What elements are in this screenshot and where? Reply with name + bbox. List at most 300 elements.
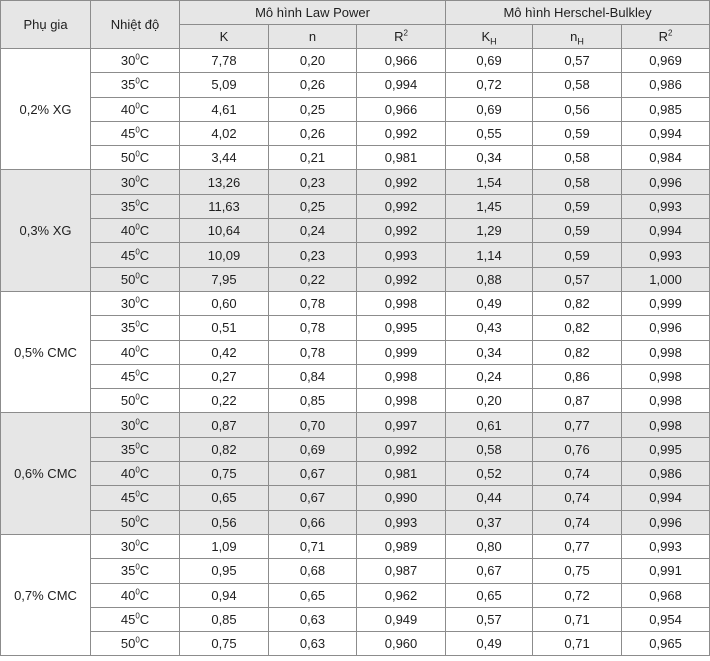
temperature-unit: C: [139, 223, 150, 239]
temperature-unit: C: [139, 271, 150, 287]
value-cell-kh: 0,49: [446, 632, 533, 656]
header-param-k: [180, 25, 269, 49]
value-cell-nh: 0,58: [533, 170, 622, 194]
value-cell-r2: 0,995: [357, 316, 446, 340]
value-cell-r2: 0,962: [357, 583, 446, 607]
temperature-value: 45: [120, 490, 136, 506]
temperature-cell: [91, 389, 180, 413]
value-cell-r2-hb: 0,996: [622, 316, 710, 340]
value-cell-kh: 0,34: [446, 340, 533, 364]
value-cell-kh: 1,14: [446, 243, 533, 267]
temperature-cell: [91, 607, 180, 631]
value-cell-r2-hb: 0,998: [622, 389, 710, 413]
value-cell-n: 0,66: [269, 510, 357, 534]
value-cell-kh: 0,44: [446, 486, 533, 510]
value-cell-kh: 0,65: [446, 583, 533, 607]
value-cell-nh: 0,74: [533, 510, 622, 534]
temperature-value: 35: [120, 563, 136, 579]
table-row: [1, 632, 710, 656]
param-subscript: H: [490, 36, 497, 47]
value-cell-n: 0,67: [269, 486, 357, 510]
value-cell-k: 0,82: [180, 437, 269, 461]
value-cell-n: 0,25: [269, 194, 357, 218]
temperature-value: 30: [120, 296, 136, 312]
value-cell-k: 1,09: [180, 534, 269, 558]
temperature-unit: C: [139, 611, 150, 627]
degree-mark: 0: [135, 247, 140, 257]
value-cell-n: 0,67: [269, 462, 357, 486]
temperature-cell: [91, 632, 180, 656]
value-cell-n: 0,70: [269, 413, 357, 437]
temperature-cell: [91, 219, 180, 243]
value-cell-n: 0,71: [269, 534, 357, 558]
degree-mark: 0: [135, 611, 140, 621]
value-cell-r2-hb: 0,998: [622, 413, 710, 437]
temperature-unit: C: [139, 320, 150, 336]
value-cell-r2-hb: 0,999: [622, 291, 710, 315]
value-cell-r2: 0,992: [357, 437, 446, 461]
temperature-cell: [91, 291, 180, 315]
value-cell-nh: 0,82: [533, 340, 622, 364]
temperature-cell: [91, 316, 180, 340]
temperature-cell: [91, 146, 180, 170]
temperature-value: 45: [120, 611, 136, 627]
value-cell-n: 0,22: [269, 267, 357, 291]
header-param-nh: [533, 25, 622, 49]
value-cell-n: 0,84: [269, 364, 357, 388]
table-row: [1, 364, 710, 388]
value-cell-r2: 0,997: [357, 413, 446, 437]
value-cell-nh: 0,59: [533, 219, 622, 243]
temperature-cell: [91, 437, 180, 461]
table-row: [1, 437, 710, 461]
value-cell-r2: 0,992: [357, 267, 446, 291]
temperature-value: 30: [120, 539, 136, 555]
degree-mark: 0: [135, 77, 140, 87]
value-cell-n: 0,68: [269, 559, 357, 583]
degree-mark: 0: [135, 563, 140, 573]
temperature-value: 40: [120, 101, 136, 117]
value-cell-kh: 0,57: [446, 607, 533, 631]
value-cell-nh: 0,82: [533, 291, 622, 315]
header-additive: Phụ gia: [1, 1, 91, 49]
temperature-value: 45: [120, 369, 136, 384]
value-cell-r2: 0,981: [357, 462, 446, 486]
value-cell-n: 0,63: [269, 607, 357, 631]
value-cell-kh: 1,29: [446, 219, 533, 243]
degree-mark: 0: [135, 368, 140, 378]
temperature-unit: C: [139, 490, 150, 506]
value-cell-kh: 0,72: [446, 73, 533, 97]
temperature-value: 35: [120, 198, 136, 214]
value-cell-r2: 0,993: [357, 510, 446, 534]
temperature-value: 50: [120, 150, 136, 166]
temperature-cell: [91, 559, 180, 583]
value-cell-nh: 0,57: [533, 267, 622, 291]
param-subscript: H: [577, 36, 584, 47]
value-cell-n: 0,63: [269, 632, 357, 656]
header-param-r2: [357, 25, 446, 49]
value-cell-nh: 0,82: [533, 316, 622, 340]
value-cell-r2-hb: 0,998: [622, 340, 710, 364]
value-cell-r2: 0,990: [357, 486, 446, 510]
value-cell-r2: 0,998: [357, 291, 446, 315]
value-cell-r2-hb: 0,993: [622, 243, 710, 267]
temperature-unit: C: [139, 174, 150, 190]
param-symbol: n: [570, 29, 578, 44]
additive-label: 0,6% CMC: [1, 413, 91, 534]
table-body: [1, 49, 710, 656]
table-row: [1, 510, 710, 534]
value-cell-nh: 0,59: [533, 243, 622, 267]
value-cell-kh: 0,69: [446, 49, 533, 73]
value-cell-kh: 0,88: [446, 267, 533, 291]
temperature-cell: [91, 534, 180, 558]
value-cell-r2-hb: 0,993: [622, 534, 710, 558]
value-cell-k: 10,64: [180, 219, 269, 243]
value-cell-kh: 0,80: [446, 534, 533, 558]
degree-mark: 0: [135, 344, 140, 354]
value-cell-r2: 0,981: [357, 146, 446, 170]
value-cell-n: 0,24: [269, 219, 357, 243]
degree-mark: 0: [135, 417, 140, 427]
degree-mark: 0: [135, 150, 140, 159]
table-row: [1, 583, 710, 607]
temperature-value: 35: [120, 77, 136, 93]
param-superscript: 2: [668, 28, 673, 38]
value-cell-r2: 0,966: [357, 49, 446, 73]
value-cell-k: 11,63: [180, 194, 269, 218]
value-cell-r2-hb: 0,995: [622, 437, 710, 461]
temperature-cell: [91, 486, 180, 510]
value-cell-nh: 0,74: [533, 486, 622, 510]
table-row: [1, 121, 710, 145]
value-cell-r2-hb: 0,991: [622, 559, 710, 583]
value-cell-nh: 0,75: [533, 559, 622, 583]
table-row: [1, 316, 710, 340]
param-symbol: R: [394, 29, 404, 44]
header-param-r2-hb: [622, 25, 710, 49]
temperature-value: 50: [120, 636, 136, 652]
value-cell-nh: 0,71: [533, 632, 622, 656]
degree-mark: 0: [135, 52, 140, 62]
value-cell-r2-hb: 0,996: [622, 510, 710, 534]
param-superscript: 2: [403, 28, 408, 38]
temperature-cell: [91, 243, 180, 267]
temperature-unit: C: [139, 53, 150, 69]
temperature-unit: C: [139, 514, 150, 530]
degree-mark: 0: [135, 587, 140, 597]
temperature-cell: [91, 413, 180, 437]
value-cell-k: 0,56: [180, 510, 269, 534]
value-cell-r2-hb: 0,986: [622, 462, 710, 486]
value-cell-k: 10,09: [180, 243, 269, 267]
value-cell-r2: 0,987: [357, 559, 446, 583]
value-cell-kh: 0,55: [446, 121, 533, 145]
value-cell-r2: 0,993: [357, 243, 446, 267]
table-row: [1, 607, 710, 631]
value-cell-r2: 0,994: [357, 73, 446, 97]
value-cell-k: 5,09: [180, 73, 269, 97]
value-cell-nh: 0,74: [533, 462, 622, 486]
temperature-unit: C: [139, 344, 150, 360]
degree-mark: 0: [135, 490, 140, 500]
temperature-unit: C: [139, 247, 150, 263]
temperature-unit: C: [139, 587, 150, 603]
table-row: [1, 389, 710, 413]
header-law-power-model: Mô hình Law Power: [180, 1, 446, 25]
temperature-value: 40: [120, 344, 136, 360]
value-cell-k: 0,85: [180, 607, 269, 631]
degree-mark: 0: [135, 465, 140, 475]
value-cell-n: 0,78: [269, 340, 357, 364]
table-row: [1, 170, 710, 194]
value-cell-k: 0,27: [180, 364, 269, 388]
additive-label: 0,3% XG: [1, 170, 91, 291]
value-cell-r2-hb: 0,986: [622, 73, 710, 97]
temperature-cell: [91, 583, 180, 607]
degree-mark: 0: [135, 271, 140, 281]
value-cell-k: 0,95: [180, 559, 269, 583]
value-cell-r2: 0,989: [357, 534, 446, 558]
value-cell-nh: 0,76: [533, 437, 622, 461]
temperature-unit: C: [139, 77, 150, 93]
table-row: [1, 486, 710, 510]
value-cell-k: 0,87: [180, 413, 269, 437]
value-cell-k: 0,94: [180, 583, 269, 607]
value-cell-r2-hb: 1,000: [622, 267, 710, 291]
value-cell-r2-hb: 0,969: [622, 49, 710, 73]
temperature-unit: C: [139, 101, 150, 117]
degree-mark: 0: [135, 125, 140, 135]
value-cell-nh: 0,77: [533, 534, 622, 558]
value-cell-k: 0,42: [180, 340, 269, 364]
degree-mark: 0: [135, 538, 140, 548]
value-cell-n: 0,26: [269, 121, 357, 145]
value-cell-k: 3,44: [180, 146, 269, 170]
degree-mark: 0: [135, 174, 140, 184]
value-cell-kh: 0,49: [446, 291, 533, 315]
table-row: [1, 291, 710, 315]
value-cell-r2-hb: 0,993: [622, 194, 710, 218]
value-cell-r2-hb: 0,994: [622, 219, 710, 243]
degree-mark: 0: [135, 295, 140, 305]
value-cell-r2-hb: 0,965: [622, 632, 710, 656]
temperature-unit: C: [139, 198, 150, 214]
value-cell-r2: 0,960: [357, 632, 446, 656]
temperature-value: 30: [120, 174, 136, 190]
degree-mark: 0: [135, 514, 140, 524]
value-cell-k: 0,75: [180, 462, 269, 486]
temperature-unit: C: [139, 369, 150, 384]
degree-mark: 0: [135, 441, 140, 451]
degree-mark: 0: [135, 198, 140, 208]
value-cell-nh: 0,86: [533, 364, 622, 388]
value-cell-n: 0,78: [269, 291, 357, 315]
temperature-unit: C: [139, 296, 150, 312]
table-row: [1, 243, 710, 267]
value-cell-k: 0,75: [180, 632, 269, 656]
temperature-value: 45: [120, 247, 136, 263]
value-cell-nh: 0,56: [533, 97, 622, 121]
degree-mark: 0: [135, 222, 140, 232]
temperature-value: 35: [120, 320, 136, 336]
value-cell-kh: 1,45: [446, 194, 533, 218]
value-cell-r2: 0,998: [357, 389, 446, 413]
value-cell-r2: 0,992: [357, 194, 446, 218]
param-symbol: K: [219, 29, 229, 44]
header-temperature: Nhiệt độ: [91, 1, 180, 49]
value-cell-nh: 0,59: [533, 194, 622, 218]
temperature-cell: [91, 462, 180, 486]
value-cell-n: 0,25: [269, 97, 357, 121]
temperature-unit: C: [139, 466, 150, 482]
value-cell-kh: 0,52: [446, 462, 533, 486]
table-row: [1, 219, 710, 243]
degree-mark: 0: [135, 392, 140, 402]
value-cell-r2-hb: 0,996: [622, 170, 710, 194]
table-row: [1, 146, 710, 170]
value-cell-kh: 0,24: [446, 364, 533, 388]
value-cell-nh: 0,72: [533, 583, 622, 607]
value-cell-r2: 0,966: [357, 97, 446, 121]
additive-label: 0,2% XG: [1, 49, 91, 170]
temperature-cell: [91, 97, 180, 121]
temperature-cell: [91, 49, 180, 73]
temperature-unit: C: [139, 563, 150, 579]
temperature-cell: [91, 510, 180, 534]
temperature-value: 30: [120, 417, 136, 433]
temperature-value: 50: [120, 271, 136, 287]
temperature-unit: C: [139, 441, 150, 457]
value-cell-r2-hb: 0,954: [622, 607, 710, 631]
temperature-unit: C: [139, 636, 150, 652]
additive-label: 0,7% CMC: [1, 534, 91, 655]
value-cell-kh: 0,69: [446, 97, 533, 121]
temperature-value: 40: [120, 466, 136, 482]
value-cell-k: 7,95: [180, 267, 269, 291]
value-cell-r2-hb: 0,984: [622, 146, 710, 170]
value-cell-nh: 0,58: [533, 73, 622, 97]
value-cell-r2: 0,999: [357, 340, 446, 364]
temperature-cell: [91, 170, 180, 194]
value-cell-n: 0,78: [269, 316, 357, 340]
table-row: [1, 194, 710, 218]
value-cell-nh: 0,58: [533, 146, 622, 170]
value-cell-kh: 0,67: [446, 559, 533, 583]
value-cell-kh: 0,20: [446, 389, 533, 413]
table-row: [1, 49, 710, 73]
value-cell-r2: 0,992: [357, 121, 446, 145]
temperature-unit: C: [139, 417, 150, 433]
value-cell-n: 0,20: [269, 49, 357, 73]
value-cell-r2-hb: 0,968: [622, 583, 710, 607]
value-cell-n: 0,69: [269, 437, 357, 461]
value-cell-n: 0,23: [269, 243, 357, 267]
value-cell-nh: 0,77: [533, 413, 622, 437]
value-cell-r2-hb: 0,994: [622, 121, 710, 145]
degree-mark: 0: [135, 101, 140, 111]
temperature-value: 50: [120, 514, 136, 530]
header-param-n: [269, 25, 357, 49]
value-cell-k: 0,51: [180, 316, 269, 340]
value-cell-n: 0,26: [269, 73, 357, 97]
header-param-kh: [446, 25, 533, 49]
table-row: [1, 267, 710, 291]
table-row: [1, 97, 710, 121]
table-row: [1, 340, 710, 364]
value-cell-nh: 0,71: [533, 607, 622, 631]
table-row: [1, 413, 710, 437]
value-cell-k: 0,60: [180, 291, 269, 315]
table-row: [1, 534, 710, 558]
value-cell-r2-hb: 0,994: [622, 486, 710, 510]
temperature-unit: C: [139, 126, 150, 142]
degree-mark: 0: [135, 635, 140, 645]
value-cell-kh: 0,34: [446, 146, 533, 170]
value-cell-r2: 0,992: [357, 170, 446, 194]
degree-mark: 0: [135, 320, 140, 330]
value-cell-r2-hb: 0,998: [622, 364, 710, 388]
temperature-value: 40: [120, 587, 136, 603]
temperature-cell: [91, 121, 180, 145]
temperature-value: 30: [120, 53, 136, 69]
value-cell-n: 0,85: [269, 389, 357, 413]
value-cell-k: 13,26: [180, 170, 269, 194]
param-symbol: n: [308, 29, 317, 44]
value-cell-r2-hb: 0,985: [622, 97, 710, 121]
temperature-cell: [91, 73, 180, 97]
value-cell-n: 0,21: [269, 146, 357, 170]
temperature-value: 35: [120, 441, 136, 457]
value-cell-k: 0,22: [180, 389, 269, 413]
param-symbol: K: [481, 29, 491, 44]
value-cell-r2: 0,998: [357, 364, 446, 388]
table-row: [1, 462, 710, 486]
temperature-cell: [91, 267, 180, 291]
value-cell-kh: 0,61: [446, 413, 533, 437]
header-herschel-bulkley-model: Mô hình Herschel-Bulkley: [446, 1, 710, 25]
temperature-value: 50: [120, 393, 136, 409]
value-cell-kh: 1,54: [446, 170, 533, 194]
temperature-unit: C: [139, 393, 150, 409]
temperature-cell: [91, 364, 180, 388]
value-cell-k: 7,78: [180, 49, 269, 73]
value-cell-nh: 0,57: [533, 49, 622, 73]
temperature-cell: [91, 340, 180, 364]
temperature-unit: C: [139, 150, 150, 166]
table-row: [1, 73, 710, 97]
value-cell-nh: 0,59: [533, 121, 622, 145]
value-cell-r2: 0,949: [357, 607, 446, 631]
param-symbol: R: [658, 29, 668, 44]
value-cell-nh: 0,87: [533, 389, 622, 413]
value-cell-k: 0,65: [180, 486, 269, 510]
value-cell-n: 0,23: [269, 170, 357, 194]
additive-label: 0,5% CMC: [1, 291, 91, 412]
value-cell-r2: 0,992: [357, 219, 446, 243]
temperature-cell: [91, 194, 180, 218]
value-cell-kh: 0,43: [446, 316, 533, 340]
value-cell-kh: 0,37: [446, 510, 533, 534]
value-cell-k: 4,61: [180, 97, 269, 121]
temperature-value: 45: [120, 126, 136, 142]
temperature-value: 40: [120, 223, 136, 239]
temperature-unit: C: [139, 539, 150, 555]
value-cell-k: 4,02: [180, 121, 269, 145]
value-cell-kh: 0,58: [446, 437, 533, 461]
table-row: [1, 559, 710, 583]
